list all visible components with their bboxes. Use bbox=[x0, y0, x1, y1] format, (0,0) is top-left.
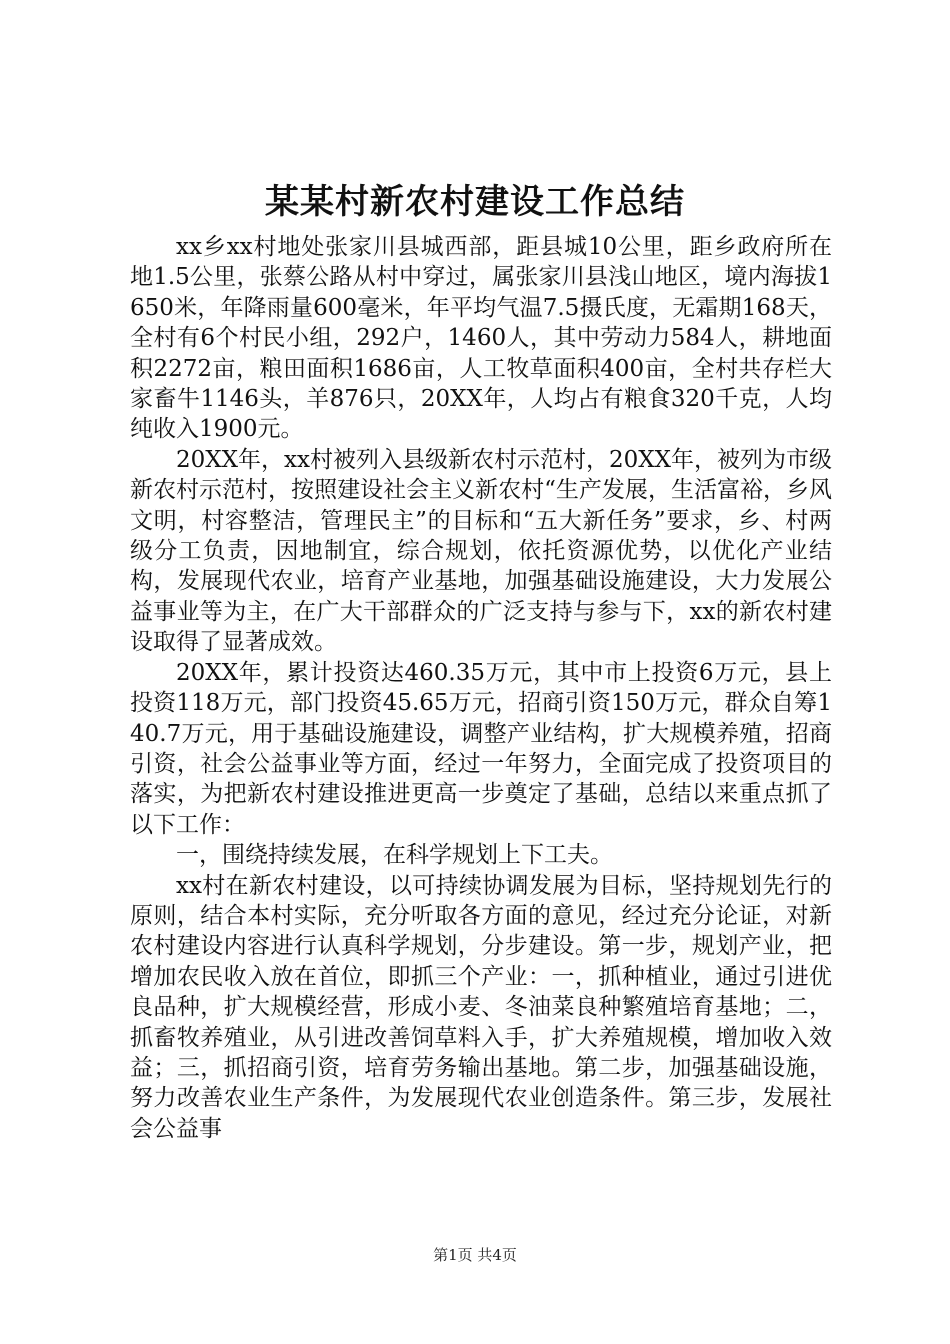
document-body bbox=[130, 232, 832, 1144]
page-number-footer: 第1页 共4页 bbox=[433, 1246, 517, 1264]
paragraph-planning-steps: xx村在新农村建设，以可持续协调发展为目标，坚持规划先行的原则，结合本村实际，充分听取各方面的意见，经过充分论证，对新农村建设内容进行认真科学规划，分步建设。第一步，规划产业，把增加农民收入放在首位，即抓三个产业：一，抓种植业，通过引进优良品种，扩大规模经营，形成小麦、冬油菜良种繁殖培育基地；二，抓畜牧养殖业，从引进改善饲草料入手，扩大养殖规模，增加收入效益；三，抓招商引资，培育劳务输出基地。第二步，加强基础设施，努力改善农业生产条件，为发展现代农业创造条件。第三步，发展社会公益事 bbox=[130, 872, 832, 1142]
paragraph-investment: 20XX年，累计投资达460.35万元，其中市上投资6万元，县上投资118万元，部门投资45.65万元，招商引资150万元，群众自筹140.7万元，用于基础设施建设，调整产业结构，扩大规模养殖，招商引资，社会公益事业等方面，经过一年努力，全面完成了投资项目的落实，为把新农村建设推进更高一步奠定了基础，总结以来重点抓了以下工作： bbox=[130, 659, 832, 838]
paragraph-demonstration-village: 20XX年，xx村被列入县级新农村示范村，20XX年，被列为市级新农村示范村，按照建设社会主义新农村“生产发展，生活富裕，乡风文明，村容整洁，管理民主”的目标和“五大新任务”要求，乡、村两级分工负责，因地制宜，综合规划，依托资源优势，以优化产业结构，发展现代农业，培育产业基地，加强基础设施建设，大力发展公益事业等为主，在广大干部群众的广泛支持与参与下，xx的新农村建设取得了显著成效。 bbox=[130, 446, 832, 656]
section-heading-planning: 一，围绕持续发展，在科学规划上下工夫。 bbox=[176, 842, 613, 869]
paragraph-village-overview: xx乡xx村地处张家川县城西部，距县城10公里，距乡政府所在地1.5公里，张蔡公路从村中穿过，属张家川县浅山地区，境内海拔1650米，年降雨量600毫米，年平均气温7.5摄氏度，无霜期168天，全村有6个村民小组，292户，1460人，其中劳动力584人，耕地面积2272亩，粮田面积1686亩，人工牧草面积400亩，全村共存栏大家畜牛1146头，羊876只，20XX年，人均占有粮食320千克，人均纯收入1900元。 bbox=[130, 234, 832, 443]
document-title: 某某村新农村建设工作总结 bbox=[265, 182, 685, 222]
